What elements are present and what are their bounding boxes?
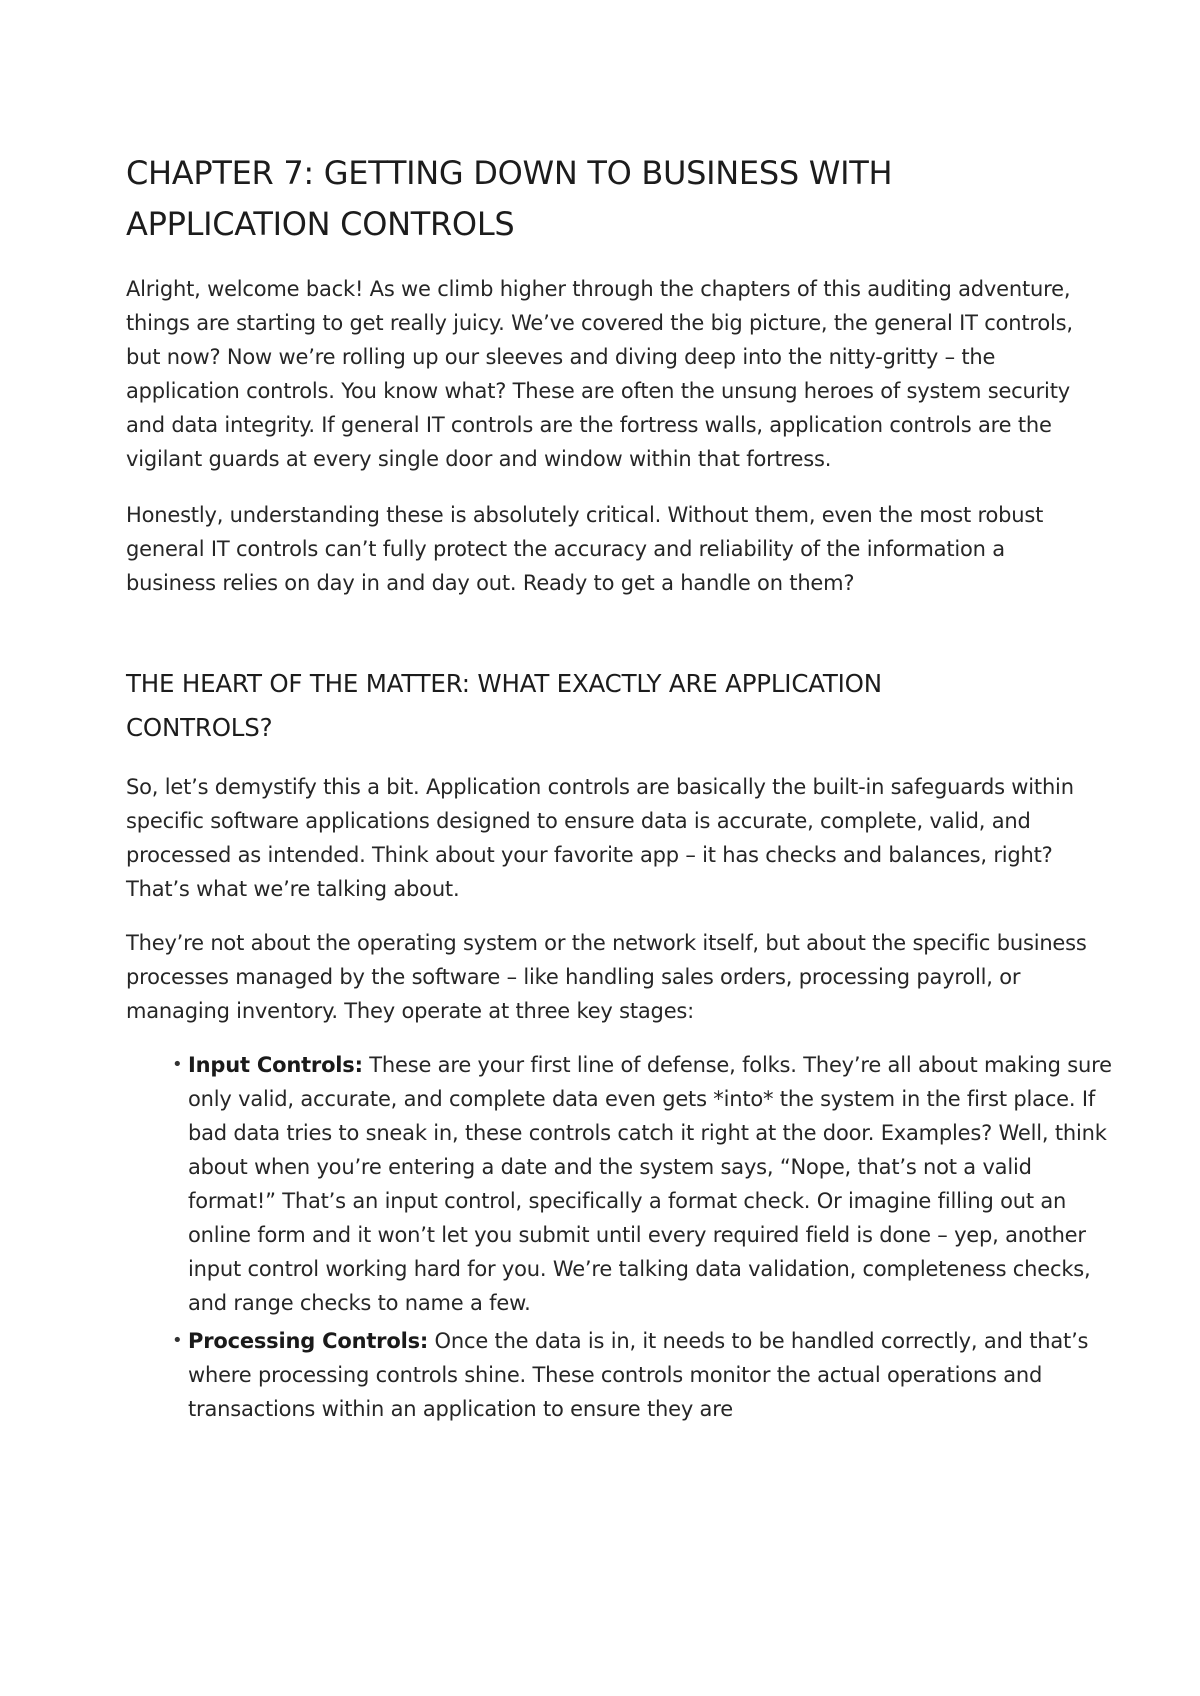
bullet-term: Processing Controls:: [188, 1329, 429, 1353]
intro-paragraph-1: Alright, welcome back! As we climb higher through the chapters of this auditing adventure, things are starting to get really juicy. We’ve covered the big picture, the general IT controls, but now? Now we’re rolling up our sleeves and diving deep into the nitty-gritty – the application controls. You know what? These are often the unsung heroes of system security and data integrity. If general IT controls are the fortress walls, application controls are the vigilant guards at every single door and window within that fortress.: [126, 277, 1073, 471]
chapter-title: CHAPTER 7: GETTING DOWN TO BUSINESS WITH APPLICATION CONTROLS: [126, 154, 893, 243]
controls-bullet-list: [126, 1048, 1118, 1426]
section-paragraph-2: They’re not about the operating system or the network itself, but about the specific business processes managed by the software – like handling sales orders, processing payroll, or managing inventory. They operate at three key stages:: [126, 931, 1087, 1023]
section-paragraph-1: So, let’s demystify this a bit. Application controls are basically the built-in safeguards within specific software applications designed to ensure data is accurate, complete, valid, and processed as intended. Think about your favorite app – it has checks and balances, right? That’s what we’re talking about.: [126, 775, 1074, 901]
bullet-text: These are your first line of defense, folks. They’re all about making sure only valid, accurate, and complete data even gets *into* the system in the first place. If bad data tries to sneak in, these controls catch it right at the door. Examples? Well, think about when you’re entering a date and the system says, “Nope, that’s not a valid format!” That’s an input control, specifically a format check. Or imagine filling out an online form and it won’t let you submit until every required field is done – yep, another input control working hard for you. We’re talking data validation, completeness checks, and range checks to name a few.: [188, 1053, 1112, 1315]
section-title: THE HEART OF THE MATTER: WHAT EXACTLY ARE APPLICATION CONTROLS?: [126, 669, 882, 742]
list-item-input-controls: [172, 1048, 1118, 1320]
intro-paragraph-2: Honestly, understanding these is absolutely critical. Without them, even the most robust general IT controls can’t fully protect the accuracy and reliability of the information a business relies on day in and day out. Ready to get a handle on them?: [126, 503, 1044, 595]
bullet-icon: •: [172, 1054, 183, 1075]
list-item-processing-controls: [172, 1324, 1118, 1426]
bullet-icon: •: [172, 1330, 183, 1351]
bullet-text: Once the data is in, it needs to be handled correctly, and that’s where processing controls shine. These controls monitor the actual operations and transactions within an application to ensure they are: [188, 1329, 1089, 1421]
bullet-term: Input Controls:: [188, 1053, 363, 1077]
